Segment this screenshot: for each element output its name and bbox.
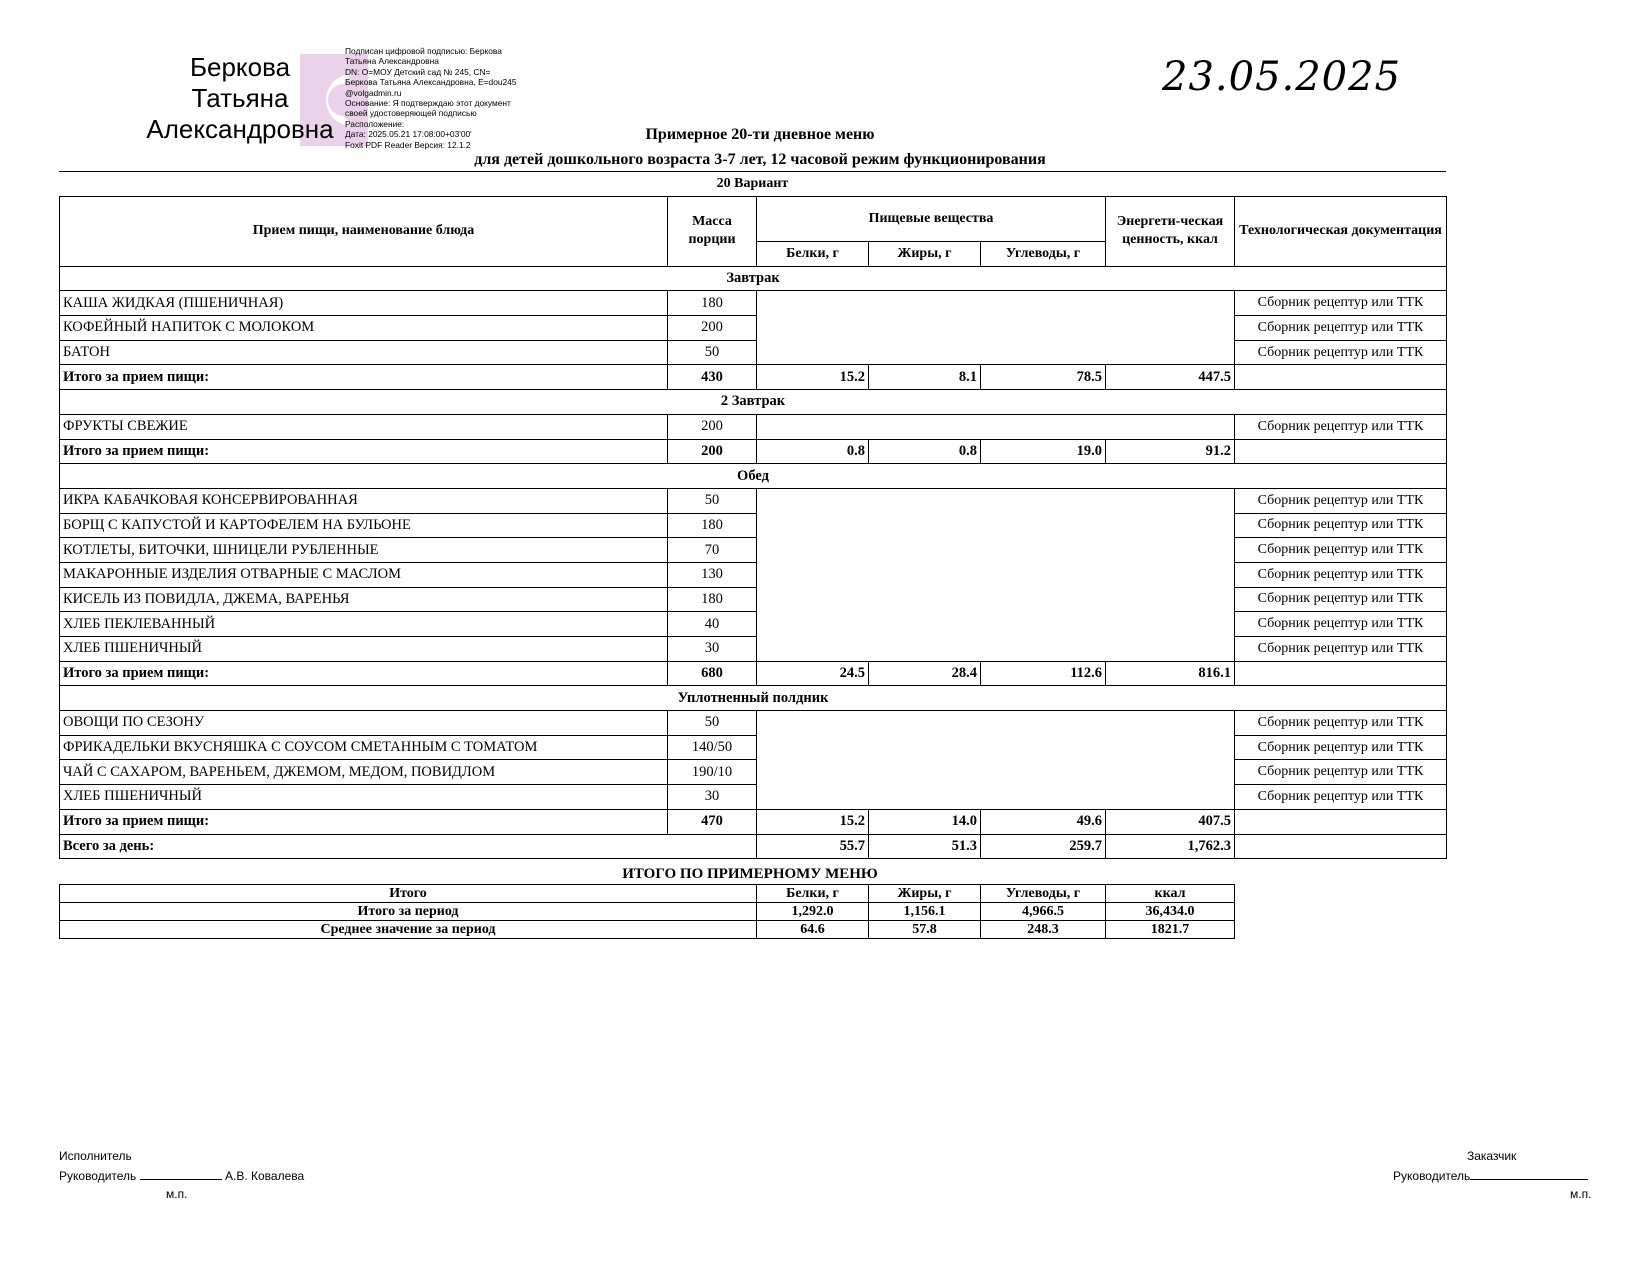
meal-total-fat: 0.8 [869,439,981,464]
dish-mass: 50 [668,488,757,513]
dish-mass: 70 [668,538,757,563]
meal-total-mass: 200 [668,439,757,464]
table-row [60,538,1447,563]
nutrients-empty-cell [757,488,1235,661]
day-total-tech-empty [1235,834,1447,859]
dish-tech-doc: Сборник рецептур или ТТК [1235,785,1447,810]
table-row [60,637,1447,662]
dish-tech-doc: Сборник рецептур или ТТК [1235,637,1447,662]
summary-header-cell: Итого [60,885,757,903]
meal-total-row [60,365,1447,390]
day-total-row [60,834,1447,859]
meal-total-label: Итого за прием пищи: [60,439,668,464]
dish-mass: 30 [668,785,757,810]
summary-header-cell: Жиры, г [869,885,981,903]
signature-details [345,46,555,150]
dish-name: ХЛЕБ ПЕКЛЕВАННЫЙ [60,612,668,637]
meal-total-label: Итого за прием пищи: [60,365,668,390]
meal-total-mass: 470 [668,809,757,834]
dish-tech-doc: Сборник рецептур или ТТК [1235,562,1447,587]
nutrients-empty-cell [757,291,1235,365]
customer-head-label: Руководитель [1393,1169,1471,1183]
header-fat: Жиры, г [869,242,981,267]
dish-tech-doc: Сборник рецептур или ТТК [1235,735,1447,760]
meal-total-row [60,661,1447,686]
meal-total-tech-empty [1235,661,1447,686]
dish-mass: 30 [668,637,757,662]
dish-mass: 200 [668,316,757,341]
dish-mass: 50 [668,711,757,736]
dish-name: ХЛЕБ ПШЕНИЧНЫЙ [60,785,668,810]
document-date: 23.05.2025 [1162,54,1402,100]
meal-total-label: Итого за прием пищи: [60,661,668,686]
table-row [60,562,1447,587]
meal-section-title: Уплотненный полдник [60,686,1447,711]
meal-total-row [60,809,1447,834]
dish-mass: 200 [668,414,757,439]
table-row [60,340,1447,365]
meal-total-tech-empty [1235,365,1447,390]
signature-name [140,52,340,145]
meal-section-row [60,464,1447,489]
meal-section-title: Обед [60,464,1447,489]
executor-name: А.В. Ковалева [225,1169,305,1183]
meal-total-mass: 430 [668,365,757,390]
summary-cell: 36,434.0 [1106,903,1235,921]
day-total-carbs: 259.7 [981,834,1106,859]
header-dish: Прием пищи, наименование блюда [60,197,668,267]
meal-total-energy: 407.5 [1106,809,1235,834]
dish-name: КИСЕЛЬ ИЗ ПОВИДЛА, ДЖЕМА, ВАРЕНЬЯ [60,587,668,612]
customer-stamp-label: м.п. [1570,1187,1592,1201]
summary-cell: 64.6 [757,921,869,939]
summary-cell: Итого за период [60,903,757,921]
meal-total-fat: 28.4 [869,661,981,686]
dish-name: КОТЛЕТЫ, БИТОЧКИ, ШНИЦЕЛИ РУБЛЕННЫЕ [60,538,668,563]
table-row [60,587,1447,612]
dish-mass: 140/50 [668,735,757,760]
table-row [60,612,1447,637]
table-row [60,513,1447,538]
meal-total-protein: 15.2 [757,809,869,834]
day-total-energy: 1,762.3 [1106,834,1235,859]
executor-signature-line [59,1168,304,1183]
dish-name: БАТОН [60,340,668,365]
executor-signature-underline [140,1168,222,1180]
dish-tech-doc: Сборник рецептур или ТТК [1235,760,1447,785]
dish-mass: 50 [668,340,757,365]
summary-table [59,884,1235,939]
meal-total-fat: 14.0 [869,809,981,834]
summary-cell: Среднее значение за период [60,921,757,939]
table-row [60,488,1447,513]
header-protein: Белки, г [757,242,869,267]
summary-cell: 1,292.0 [757,903,869,921]
dish-tech-doc: Сборник рецептур или ТТК [1235,587,1447,612]
signature-detail-line: @volgadmin.ru [345,87,402,98]
table-row [60,735,1447,760]
dish-tech-doc: Сборник рецептур или ТТК [1235,488,1447,513]
title-divider [59,171,1446,172]
signature-detail-line: Подписан цифровой подписью: Беркова [345,46,502,56]
meal-total-tech-empty [1235,809,1447,834]
executor-label: Исполнитель [59,1149,132,1163]
page-title: Примерное 20-ти дневное меню [645,126,875,143]
dish-name: ФРУКТЫ СВЕЖИЕ [60,414,668,439]
header-tech: Технологическая документация [1235,197,1447,267]
meal-section-row [60,266,1447,291]
dish-tech-doc: Сборник рецептур или ТТК [1235,538,1447,563]
dish-tech-doc: Сборник рецептур или ТТК [1235,513,1447,538]
meal-total-carbs: 78.5 [981,365,1106,390]
dish-mass: 130 [668,562,757,587]
variant-label: 20 Вариант [716,176,789,191]
header-carbs: Углеводы, г [981,242,1106,267]
dish-tech-doc: Сборник рецептур или ТТК [1235,340,1447,365]
signature-name-line: Татьяна [191,83,289,113]
dish-name: ОВОЩИ ПО СЕЗОНУ [60,711,668,736]
signature-detail-line: DN: O=МОУ Детский сад № 245, CN= [345,66,491,77]
day-total-fat: 51.3 [869,834,981,859]
dish-name: ХЛЕБ ПШЕНИЧНЫЙ [60,637,668,662]
customer-signature-underline [1470,1168,1588,1180]
nutrients-empty-cell [757,711,1235,810]
meal-total-protein: 24.5 [757,661,869,686]
header-mass: Масса порции [668,197,757,267]
summary-cell: 1821.7 [1106,921,1235,939]
meal-section-row [60,390,1447,415]
header-nutrients: Пищевые вещества [757,197,1106,242]
dish-name: ИКРА КАБАЧКОВАЯ КОНСЕРВИРОВАННАЯ [60,488,668,513]
dish-tech-doc: Сборник рецептур или ТТК [1235,316,1447,341]
dish-tech-doc: Сборник рецептур или ТТК [1235,414,1447,439]
dish-name: БОРЩ С КАПУСТОЙ И КАРТОФЕЛЕМ НА БУЛЬОНЕ [60,513,668,538]
meal-total-energy: 91.2 [1106,439,1235,464]
summary-title: ИТОГО ПО ПРИМЕРНОМУ МЕНЮ [622,866,878,882]
summary-row [60,921,1235,939]
meal-section-title: 2 Завтрак [60,390,1447,415]
summary-header-cell: ккал [1106,885,1235,903]
meal-total-protein: 0.8 [757,439,869,464]
summary-header-row [60,885,1235,903]
day-total-label: Всего за день: [60,834,757,859]
summary-cell: 248.3 [981,921,1106,939]
executor-stamp-label: м.п. [166,1187,188,1201]
meal-total-energy: 447.5 [1106,365,1235,390]
meal-section-row [60,686,1447,711]
summary-row [60,903,1235,921]
summary-header-cell: Белки, г [757,885,869,903]
table-header-row [60,197,1447,242]
summary-cell: 1,156.1 [869,903,981,921]
dish-mass: 180 [668,513,757,538]
table-row [60,414,1447,439]
signature-detail-line: Расположение: [345,118,405,129]
meal-total-protein: 15.2 [757,365,869,390]
signature-detail-line: Foxit PDF Reader Версия: 12.1.2 [345,139,471,150]
dish-name: КАША ЖИДКАЯ (ПШЕНИЧНАЯ) [60,291,668,316]
summary-cell: 4,966.5 [981,903,1106,921]
meal-total-fat: 8.1 [869,365,981,390]
dish-tech-doc: Сборник рецептур или ТТК [1235,612,1447,637]
table-row [60,711,1447,736]
signature-detail-line: своей удостоверяющей подписью [345,108,477,119]
meal-total-label: Итого за прием пищи: [60,809,668,834]
meal-section-title: Завтрак [60,266,1447,291]
dish-tech-doc: Сборник рецептур или ТТК [1235,711,1447,736]
meal-total-row [60,439,1447,464]
meal-total-carbs: 49.6 [981,809,1106,834]
dish-mass: 180 [668,587,757,612]
customer-label: Заказчик [1467,1149,1517,1163]
table-row [60,291,1447,316]
table-row [60,785,1447,810]
dish-tech-doc: Сборник рецептур или ТТК [1235,291,1447,316]
dish-name: ФРИКАДЕЛЬКИ ВКУСНЯШКА С СОУСОМ СМЕТАННЫМ С ТОМАТОМ [60,735,668,760]
customer-signature-line [1393,1168,1588,1183]
dish-name: МАКАРОННЫЕ ИЗДЕЛИЯ ОТВАРНЫЕ С МАСЛОМ [60,562,668,587]
meal-total-energy: 816.1 [1106,661,1235,686]
dish-mass: 190/10 [668,760,757,785]
table-row [60,316,1447,341]
meal-total-tech-empty [1235,439,1447,464]
page-subtitle: для детей дошкольного возраста 3-7 лет, 12 часовой режим функционирования [474,151,1046,168]
summary-header-cell: Углеводы, г [981,885,1106,903]
summary-cell: 57.8 [869,921,981,939]
meal-total-mass: 680 [668,661,757,686]
signature-name-line: Александровна [146,114,334,144]
table-row [60,760,1447,785]
signature-detail-line: Татьяна Александровна [345,56,439,67]
meal-total-carbs: 112.6 [981,661,1106,686]
header-energy: Энергети-ческая ценность, ккал [1106,197,1235,267]
meal-total-carbs: 19.0 [981,439,1106,464]
dish-mass: 40 [668,612,757,637]
executor-head-label: Руководитель [59,1169,137,1183]
signature-detail-line: Основание: Я подтверждаю этот документ [345,98,511,109]
signature-detail-line: Беркова Татьяна Александровна, E=dou245 [345,77,517,88]
dish-name: КОФЕЙНЫЙ НАПИТОК С МОЛОКОМ [60,316,668,341]
signature-name-line: Беркова [189,52,291,82]
day-total-protein: 55.7 [757,834,869,859]
dish-name: ЧАЙ С САХАРОМ, ВАРЕНЬЕМ, ДЖЕМОМ, МЕДОМ, ПОВИДЛОМ [60,760,668,785]
nutrients-empty-cell [757,414,1235,439]
signature-detail-line: Дата: 2025.05.21 17:08:00+03'00' [345,129,472,140]
menu-table [59,196,1447,859]
dish-mass: 180 [668,291,757,316]
